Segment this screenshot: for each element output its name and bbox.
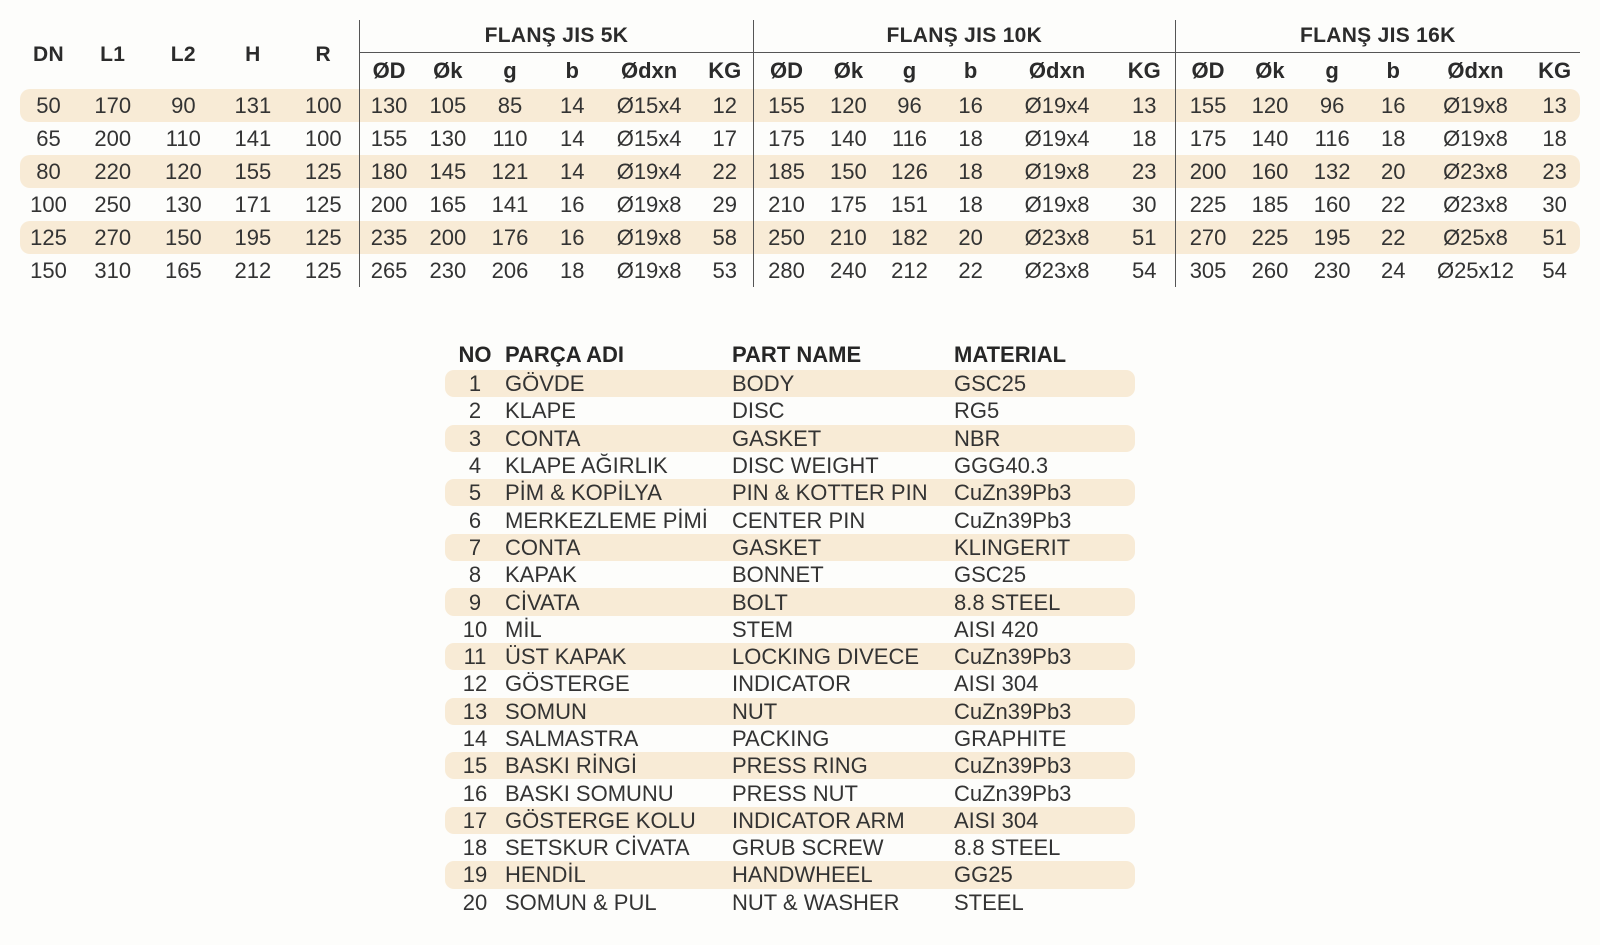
dimensions-table-body (20, 89, 1580, 287)
parts-row (445, 698, 1135, 725)
parts-header-part-name: PART NAME (732, 342, 862, 367)
dimension-cell: 100 (30, 191, 67, 217)
flange-g16k-cell: 260 (1251, 257, 1289, 283)
flange-g10k-cell: Ø19x4 (1024, 125, 1090, 151)
subheader-b: b (963, 58, 978, 83)
dimensions-row (20, 254, 1580, 287)
part-material: GRAPHITE (954, 726, 1067, 751)
dimensions-table (20, 20, 1580, 287)
part-number: 9 (445, 588, 505, 615)
subheader-odxn: Ødxn (621, 58, 678, 83)
part-number: 7 (445, 534, 505, 561)
subheader-g: g (503, 58, 517, 83)
part-number: 1 (445, 370, 505, 397)
parts-row (445, 807, 1135, 834)
flange-g5k-cell: Ø19x4 (602, 155, 697, 188)
part-name-tr: MERKEZLEME PİMİ (505, 507, 708, 533)
part-material: CuZn39Pb3 (954, 780, 1072, 806)
flange-g16k-cell: 116 (1314, 125, 1350, 151)
flange-g10k-cell: 54 (1132, 257, 1157, 283)
flange-g10k-cell: 280 (754, 254, 819, 287)
parts-row (445, 425, 1135, 452)
part-number: 18 (462, 835, 488, 861)
part-name-en: BONNET (732, 562, 824, 588)
dimension-cell: 150 (30, 257, 67, 283)
dimension-cell: 125 (304, 257, 342, 283)
flange-g5k-cell: 14 (559, 125, 585, 151)
parts-table-container (445, 340, 1135, 916)
subheader-ok: Øk (1255, 58, 1285, 83)
flange-g10k-cell: 210 (754, 188, 819, 221)
subheader-kg: KG (1127, 58, 1161, 83)
part-material: GSC25 (954, 562, 1027, 588)
flange-g5k-cell: 180 (359, 155, 418, 188)
flange-g16k-cell: Ø25x8 (1422, 221, 1530, 254)
flange-g10k-cell: 155 (754, 89, 819, 122)
part-number: 19 (445, 861, 505, 888)
parts-row (445, 861, 1135, 888)
dimension-cell: 165 (164, 257, 202, 283)
flange-g16k-cell: Ø25x12 (1436, 257, 1515, 283)
part-number: 8 (468, 562, 482, 588)
header-r: R (315, 42, 331, 66)
parts-row (445, 670, 1135, 697)
flange-g16k-cell: 175 (1175, 122, 1240, 155)
dimension-cell: 130 (164, 191, 202, 217)
dimension-cell: 120 (149, 155, 219, 188)
flange-g10k-cell: Ø23x8 (1024, 257, 1090, 283)
flange-g16k-cell: 51 (1529, 221, 1580, 254)
part-material: AISI 304 (954, 671, 1039, 697)
parts-row (445, 725, 1135, 752)
dimensions-row (20, 221, 1580, 254)
flange-g5k-cell: Ø15x4 (616, 125, 682, 151)
part-material: STEEL (954, 889, 1024, 915)
flange-g10k-cell: 116 (891, 125, 928, 151)
flange-g16k-cell: 305 (1175, 254, 1240, 287)
flange-g16k-cell: 20 (1365, 155, 1422, 188)
flange-g10k-cell: 30 (1132, 191, 1157, 217)
dimension-cell: 131 (218, 89, 288, 122)
part-number: 5 (445, 479, 505, 506)
flange-g16k-cell: 140 (1251, 125, 1289, 151)
dimensions-table-container (20, 20, 1580, 287)
part-material: CuZn39Pb3 (954, 698, 1135, 725)
dimension-cell: 90 (149, 89, 219, 122)
dimension-cell: 141 (234, 125, 272, 151)
part-name-en: HANDWHEEL (732, 861, 954, 888)
part-name-tr: CİVATA (505, 588, 732, 615)
part-number: 15 (445, 752, 505, 779)
flange-g10k-cell: 51 (1114, 221, 1175, 254)
part-name-en: PRESS NUT (732, 780, 858, 806)
flange-g5k-cell: Ø19x8 (602, 221, 697, 254)
flange-g10k-cell: 18 (1132, 125, 1157, 151)
flange-g16k-cell: 23 (1529, 155, 1580, 188)
flange-g10k-cell: 175 (830, 191, 867, 217)
group-header-jis-10k: FLANŞ JIS 10K (754, 20, 1176, 53)
flange-g16k-cell: 22 (1365, 221, 1422, 254)
parts-row (445, 779, 1135, 806)
flange-g5k-cell: 176 (477, 221, 542, 254)
header-dn: DN (32, 42, 64, 66)
part-name-tr: BASKI SOMUNU (505, 780, 674, 806)
dimension-cell: 170 (77, 89, 149, 122)
part-material: CuZn39Pb3 (954, 643, 1135, 670)
dimension-cell: 250 (94, 191, 132, 217)
dimensions-row (20, 155, 1580, 188)
part-name-en: NUT (732, 698, 954, 725)
flange-g5k-cell: 12 (697, 89, 754, 122)
part-name-en: CENTER PIN (732, 507, 866, 533)
flange-g16k-cell: Ø23x8 (1443, 191, 1508, 217)
flange-g16k-cell: 13 (1529, 89, 1580, 122)
dimension-cell: 195 (218, 221, 288, 254)
flange-g5k-cell: 53 (712, 257, 738, 283)
flange-g10k-cell: Ø23x8 (1000, 221, 1114, 254)
parts-header-no: NO (458, 342, 492, 367)
flange-g5k-cell: 230 (429, 257, 467, 283)
flange-g5k-cell: 110 (492, 125, 528, 151)
part-number: 20 (462, 889, 488, 915)
flange-g16k-cell: 30 (1542, 191, 1567, 217)
part-material: CuZn39Pb3 (954, 507, 1072, 533)
part-name-tr: GÖVDE (505, 370, 732, 397)
flange-g5k-cell: 16 (543, 221, 602, 254)
dimensions-row (20, 122, 1580, 155)
flange-g5k-cell: 130 (429, 125, 467, 151)
flange-g5k-cell: 105 (418, 89, 477, 122)
dimension-cell: 80 (20, 155, 77, 188)
part-name-tr: CONTA (505, 534, 732, 561)
parts-row (445, 889, 1135, 916)
part-name-tr: PİM & KOPİLYA (505, 479, 732, 506)
flange-g5k-cell: 17 (712, 125, 738, 151)
flange-g5k-cell: 14 (543, 155, 602, 188)
subheader-od: ØD (359, 53, 418, 90)
part-material: GSC25 (954, 370, 1135, 397)
flange-g16k-cell: 160 (1240, 155, 1299, 188)
flange-g16k-cell: Ø23x8 (1422, 155, 1530, 188)
flange-g5k-cell: 29 (712, 191, 738, 217)
parts-row (445, 534, 1135, 561)
flange-g5k-cell: 206 (491, 257, 529, 283)
part-name-tr: GÖSTERGE (505, 671, 630, 697)
flange-g10k-cell: 182 (878, 221, 941, 254)
part-name-tr: HENDİL (505, 861, 732, 888)
parts-row (445, 370, 1135, 397)
part-name-tr: KLAPE AĞIRLIK (505, 453, 668, 479)
dimension-cell: 50 (20, 89, 77, 122)
part-name-tr: SOMUN & PUL (505, 889, 657, 915)
part-name-en: LOCKING DIVECE (732, 643, 954, 670)
part-name-en: PIN & KOTTER PIN (732, 479, 954, 506)
part-name-en: DISC (732, 398, 785, 424)
part-name-en: DISC WEIGHT (732, 453, 879, 479)
flange-g16k-cell: 200 (1175, 155, 1240, 188)
flange-g16k-cell: 22 (1381, 191, 1406, 217)
flange-g10k-cell: 96 (878, 89, 941, 122)
part-material: CuZn39Pb3 (954, 752, 1135, 779)
parts-header-material: MATERIAL (954, 342, 1067, 367)
flange-g5k-cell: 200 (359, 188, 418, 221)
flange-g16k-cell: 24 (1381, 257, 1406, 283)
part-name-tr: GÖSTERGE KOLU (505, 807, 732, 834)
flange-g5k-cell: 141 (491, 191, 529, 217)
part-material: GG25 (954, 861, 1135, 888)
parts-row (445, 397, 1135, 424)
flange-g16k-cell: 120 (1240, 89, 1299, 122)
dimension-cell: 155 (218, 155, 288, 188)
part-number: 12 (462, 671, 488, 697)
dimension-cell: 100 (304, 125, 342, 151)
part-number: 6 (468, 507, 482, 533)
flange-g10k-cell: 210 (819, 221, 878, 254)
part-name-en: BODY (732, 370, 954, 397)
subheader-od: ØD (754, 53, 819, 90)
flange-g5k-cell: 22 (697, 155, 754, 188)
flange-g5k-cell: 14 (543, 89, 602, 122)
flange-g5k-cell: 58 (697, 221, 754, 254)
part-name-tr: MİL (505, 616, 542, 642)
flange-g5k-cell: 265 (359, 254, 418, 287)
parts-table-body (445, 370, 1135, 916)
subheader-kg: KG (708, 58, 742, 83)
part-name-en: GRUB SCREW (732, 835, 884, 861)
flange-g10k-cell: 150 (819, 155, 878, 188)
part-number: 4 (468, 453, 482, 479)
subheader-g: g (902, 58, 917, 83)
flange-g16k-cell: 270 (1175, 221, 1240, 254)
dimension-cell: 100 (288, 89, 360, 122)
part-name-tr: KAPAK (505, 562, 577, 588)
flange-g16k-cell: 18 (1381, 125, 1406, 151)
flange-g16k-cell: 155 (1175, 89, 1240, 122)
parts-row (445, 479, 1135, 506)
parts-row (445, 834, 1135, 861)
flange-g16k-cell: 225 (1240, 221, 1299, 254)
dimension-cell: 150 (149, 221, 219, 254)
parts-row (445, 752, 1135, 779)
flange-g5k-cell: Ø15x4 (602, 89, 697, 122)
flange-g16k-cell: 54 (1542, 257, 1567, 283)
parts-row (445, 452, 1135, 479)
part-material: 8.8 STEEL (954, 835, 1061, 861)
part-name-en: NUT & WASHER (732, 889, 900, 915)
parts-row (445, 561, 1135, 588)
part-number: 3 (445, 425, 505, 452)
part-number: 11 (445, 643, 505, 670)
flange-g10k-cell: 140 (830, 125, 867, 151)
flange-g10k-cell: 185 (754, 155, 819, 188)
part-number: 14 (462, 726, 488, 751)
part-name-en: PRESS RING (732, 752, 954, 779)
part-number: 17 (445, 807, 505, 834)
subheader-b: b (565, 58, 579, 83)
part-material: 8.8 STEEL (954, 588, 1135, 615)
group-header-jis-16k: FLANŞ JIS 16K (1175, 20, 1580, 53)
dimension-cell: 125 (288, 221, 360, 254)
flange-g10k-cell: 250 (754, 221, 819, 254)
dimension-cell: 171 (234, 191, 272, 217)
flange-g16k-cell: 16 (1365, 89, 1422, 122)
flange-g16k-cell: 96 (1299, 89, 1364, 122)
flange-g5k-cell: Ø19x8 (616, 191, 682, 217)
parts-row (445, 506, 1135, 533)
parts-header-parca-adi: PARÇA ADI (505, 342, 624, 367)
part-name-tr: ÜST KAPAK (505, 643, 732, 670)
header-l2: L2 (170, 42, 196, 66)
part-name-tr: SOMUN (505, 698, 732, 725)
flange-g10k-cell: 20 (941, 221, 1000, 254)
part-material: CuZn39Pb3 (954, 479, 1135, 506)
dimension-cell: 125 (20, 221, 77, 254)
flange-g16k-cell: Ø19x8 (1443, 125, 1508, 151)
flange-g10k-cell: Ø19x4 (1000, 89, 1114, 122)
part-name-en: GASKET (732, 534, 954, 561)
dimension-cell: 212 (234, 257, 272, 283)
flange-g10k-cell: 18 (958, 191, 983, 217)
part-number: 2 (468, 398, 482, 424)
part-number: 13 (445, 698, 505, 725)
part-material: NBR (954, 425, 1135, 452)
flange-g16k-cell: 132 (1299, 155, 1364, 188)
flange-g10k-cell: 22 (958, 257, 983, 283)
flange-g10k-cell: 175 (754, 122, 819, 155)
flange-g16k-cell: 18 (1542, 125, 1567, 151)
flange-g5k-cell: 200 (418, 221, 477, 254)
flange-g10k-cell: 151 (891, 191, 928, 217)
part-name-tr: BASKI RİNGİ (505, 752, 732, 779)
flange-g5k-cell: 16 (559, 191, 585, 217)
part-name-tr: SALMASTRA (505, 726, 639, 751)
part-name-en: PACKING (732, 726, 830, 751)
flange-g5k-cell: 165 (429, 191, 467, 217)
flange-g16k-cell: 195 (1299, 221, 1364, 254)
flange-g10k-cell: Ø19x8 (1024, 191, 1090, 217)
parts-table (445, 340, 1135, 916)
parts-row (445, 643, 1135, 670)
flange-g10k-cell: 18 (941, 155, 1000, 188)
part-material: AISI 420 (954, 616, 1039, 642)
flange-g16k-cell: 160 (1313, 191, 1351, 217)
subheader-ok: Øk (433, 58, 463, 83)
flange-g10k-cell: 120 (819, 89, 878, 122)
flange-g10k-cell: 23 (1114, 155, 1175, 188)
subheader-ok: Øk (833, 58, 864, 83)
dimension-cell: 310 (94, 257, 132, 283)
subheader-b: b (1386, 58, 1400, 83)
flange-g10k-cell: 212 (891, 257, 928, 283)
header-l1: L1 (100, 42, 126, 66)
subheader-odxn: Ødxn (1447, 58, 1504, 83)
flange-g5k-cell: 85 (477, 89, 542, 122)
flange-g5k-cell: 130 (359, 89, 418, 122)
part-material: RG5 (954, 398, 1000, 424)
flange-g16k-cell: 230 (1313, 257, 1351, 283)
part-name-tr: CONTA (505, 425, 732, 452)
part-number: 16 (462, 780, 488, 806)
parts-row (445, 588, 1135, 615)
subheader-g: g (1325, 58, 1339, 83)
part-material: AISI 304 (954, 807, 1135, 834)
parts-row (445, 616, 1135, 643)
dimension-cell: 110 (165, 125, 201, 151)
flange-g5k-cell: 235 (359, 221, 418, 254)
flange-g5k-cell: Ø19x8 (616, 257, 682, 283)
flange-g5k-cell: 121 (477, 155, 542, 188)
header-h: H (245, 42, 261, 66)
subheader-kg: KG (1538, 58, 1572, 83)
group-header-jis-5k: FLANŞ JIS 5K (359, 20, 753, 53)
flange-g10k-cell: 18 (958, 125, 983, 151)
flange-g5k-cell: 145 (418, 155, 477, 188)
flange-g10k-cell: 13 (1114, 89, 1175, 122)
part-name-en: BOLT (732, 588, 954, 615)
dimensions-row (20, 188, 1580, 221)
part-name-en: GASKET (732, 425, 954, 452)
flange-g10k-cell: 240 (830, 257, 867, 283)
part-name-tr: KLAPE (505, 398, 576, 424)
subheader-od: ØD (1175, 53, 1240, 90)
dimensions-row (20, 89, 1580, 122)
part-material: GGG40.3 (954, 453, 1049, 479)
flange-g10k-cell: 126 (878, 155, 941, 188)
part-name-en: INDICATOR (732, 671, 851, 697)
part-name-tr: SETSKUR CİVATA (505, 835, 690, 861)
flange-g16k-cell: Ø19x8 (1422, 89, 1530, 122)
dimension-cell: 200 (94, 125, 132, 151)
flange-g10k-cell: 16 (941, 89, 1000, 122)
flange-g5k-cell: 18 (559, 257, 585, 283)
part-name-en: INDICATOR ARM (732, 807, 954, 834)
subheader-odxn: Ødxn (1028, 58, 1086, 83)
dimension-cell: 125 (288, 155, 360, 188)
flange-g16k-cell: 185 (1251, 191, 1289, 217)
dimension-cell: 65 (36, 125, 61, 151)
part-number: 10 (462, 616, 488, 642)
dimension-cell: 125 (304, 191, 342, 217)
flange-g10k-cell: Ø19x8 (1000, 155, 1114, 188)
part-name-en: STEM (732, 616, 794, 642)
part-material: KLINGERIT (954, 534, 1135, 561)
flange-g16k-cell: 225 (1175, 188, 1240, 221)
flange-g5k-cell: 155 (359, 122, 418, 155)
dimension-cell: 220 (77, 155, 149, 188)
dimension-cell: 270 (77, 221, 149, 254)
